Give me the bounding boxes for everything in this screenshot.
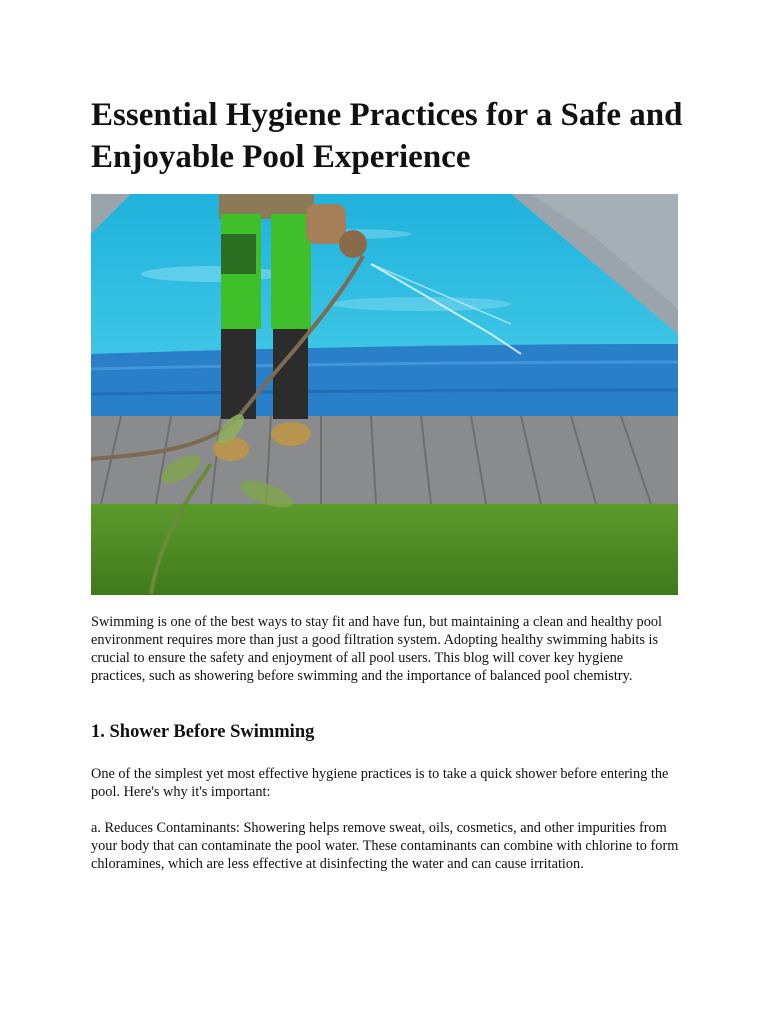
section-lead-paragraph: One of the simplest yet most effective hygiene practices is to take a quick shower before entering the pool. Here's why it's important: (91, 766, 669, 800)
section-heading: 1. Shower Before Swimming (91, 722, 315, 742)
article-title: Essential Hygiene Practices for a Safe and Enjoyable Pool Experience (91, 97, 683, 175)
section-point-a-paragraph: a. Reduces Contaminants: Showering helps remove sweat, oils, cosmetics, and other impurities from your body that can contaminate the pool water. These contaminants can combine with chlorine to form chloramines, which are less effective at disinfecting the water and can cause irritation. (91, 820, 679, 872)
intro-paragraph: Swimming is one of the best ways to stay fit and have fun, but maintaining a clean and healthy pool environment requires more than just a good filtration system. Adopting healthy swimming habits is crucial to ensure the safety and enjoyment of all pool users. This blog will cover key hygiene practices, such as showering before swimming and the importance of balanced pool chemistry. (91, 614, 662, 684)
hero-image-pool-cleaning (91, 194, 678, 595)
